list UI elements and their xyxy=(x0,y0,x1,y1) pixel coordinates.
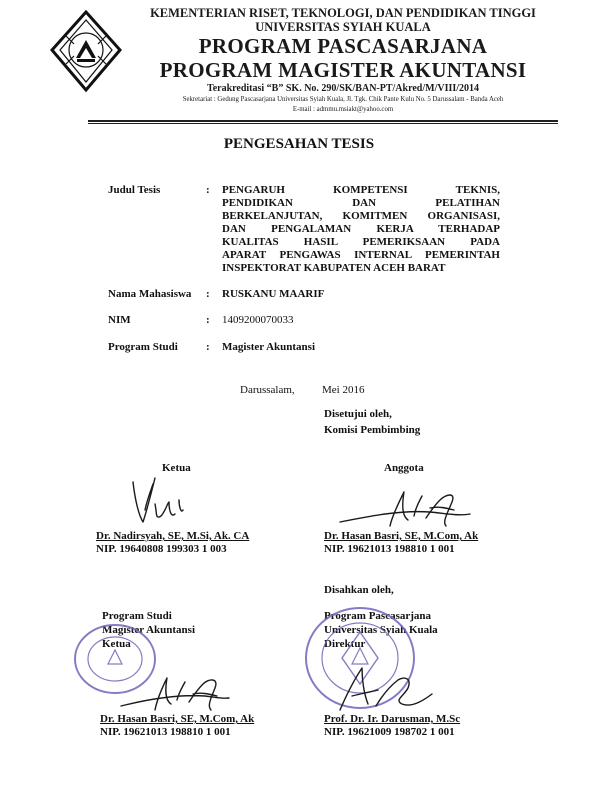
nama-label: Nama Mahasiswa xyxy=(108,288,192,300)
university-logo xyxy=(50,10,122,92)
signature-kaprodi xyxy=(115,672,235,718)
program-pascasarjana: PROGRAM PASCASARJANA xyxy=(198,34,488,58)
left-unit-line1: Program Studi xyxy=(102,610,172,622)
thesis-title-line: PENDIDIKAN DAN PELATIHAN xyxy=(222,197,500,209)
judul-colon: : xyxy=(206,184,210,196)
thesis-title-line: INSPEKTORAT KABUPATEN ACEH BARAT xyxy=(222,262,446,274)
supervisor-committee: Komisi Pembimbing xyxy=(324,424,421,436)
nim-colon: : xyxy=(206,314,210,326)
university-seal-icon xyxy=(50,10,122,92)
nim-value: 1409200070033 xyxy=(222,314,294,326)
thesis-title-line: DAN PENGALAMAN KERJA TERHADAP xyxy=(222,223,500,235)
accreditation-line: Terakreditasi “B” SK. No. 290/SK/BAN-PT/Akred/M/VIII/2014 xyxy=(206,83,480,94)
thesis-title-line: BERKELANJUTAN, KOMITMEN ORGANISASI, xyxy=(222,210,500,222)
left-unit-line3: Ketua xyxy=(102,638,131,650)
email-line: E-mail : admmu.msiakt@yahoo.com xyxy=(292,106,394,113)
ketua-name: Dr. Nadirsyah, SE, M.Si, Ak. CA xyxy=(96,530,250,542)
nama-value: RUSKANU MAARIF xyxy=(222,288,325,300)
university-name: UNIVERSITAS SYIAH KUALA xyxy=(255,20,431,34)
signature-direktur xyxy=(332,660,442,720)
date: Mei 2016 xyxy=(322,384,365,396)
thesis-title-line: PENGARUH KOMPETENSI TEKNIS, xyxy=(222,184,500,196)
direktur-name: Prof. Dr. Ir. Darusman, M.Sc xyxy=(324,713,461,725)
anggota-role: Anggota xyxy=(384,462,424,474)
thesis-title-line: APARAT PENGAWAS INTERNAL PEMERINTAH xyxy=(222,249,500,261)
ketua-role: Ketua xyxy=(162,462,191,474)
right-unit-line3: Direktur xyxy=(324,638,366,650)
ministry-name: KEMENTERIAN RISET, TEKNOLOGI, DAN PENDIDIKAN TINGGI xyxy=(150,6,536,20)
signature-ketua xyxy=(125,470,205,532)
left-unit-line2: Magister Akuntansi xyxy=(102,624,196,636)
anggota-nip: NIP. 19621013 198810 1 001 xyxy=(324,543,455,555)
nama-colon: : xyxy=(206,288,210,300)
direktur-nip: NIP. 19621009 198702 1 001 xyxy=(324,726,455,738)
kaprodi-nip: NIP. 19621013 198810 1 001 xyxy=(100,726,231,738)
document-title: PENGESAHAN TESIS xyxy=(223,136,375,152)
thesis-title-line: KUALITAS HASIL PEMERIKSAAN PADA xyxy=(222,236,500,248)
judul-label: Judul Tesis xyxy=(108,184,161,196)
header-rule-thin xyxy=(88,123,558,124)
prodi-value: Magister Akuntansi xyxy=(222,341,316,353)
program-magister: PROGRAM MAGISTER AKUNTANSI xyxy=(159,58,527,82)
header-rule-thick xyxy=(88,120,558,122)
place: Darussalam, xyxy=(240,384,295,396)
prodi-label: Program Studi xyxy=(108,341,178,353)
prodi-colon: : xyxy=(206,341,210,353)
nim-label: NIM xyxy=(108,314,131,326)
ketua-nip: NIP. 19640808 199303 1 003 xyxy=(96,543,227,555)
kaprodi-name: Dr. Hasan Basri, SE, M.Com, Ak xyxy=(100,713,255,725)
signature-anggota xyxy=(330,486,480,536)
right-unit-line1: Program Pascasarjana xyxy=(324,610,432,622)
address-line: Sekretariat : Gedung Pascasarjana Universitas Syiah Kuala, Jl. Tgk. Chik Pante Kulu No. 5 Darussalam - Banda Aceh xyxy=(182,96,504,103)
ratified-by: Disahkan oleh, xyxy=(324,584,394,596)
right-unit-line2: Universitas Syiah Kuala xyxy=(324,624,438,636)
anggota-name: Dr. Hasan Basri, SE, M.Com, Ak xyxy=(324,530,479,542)
thesis-title xyxy=(222,184,500,275)
approved-by: Disetujui oleh, xyxy=(324,408,392,420)
